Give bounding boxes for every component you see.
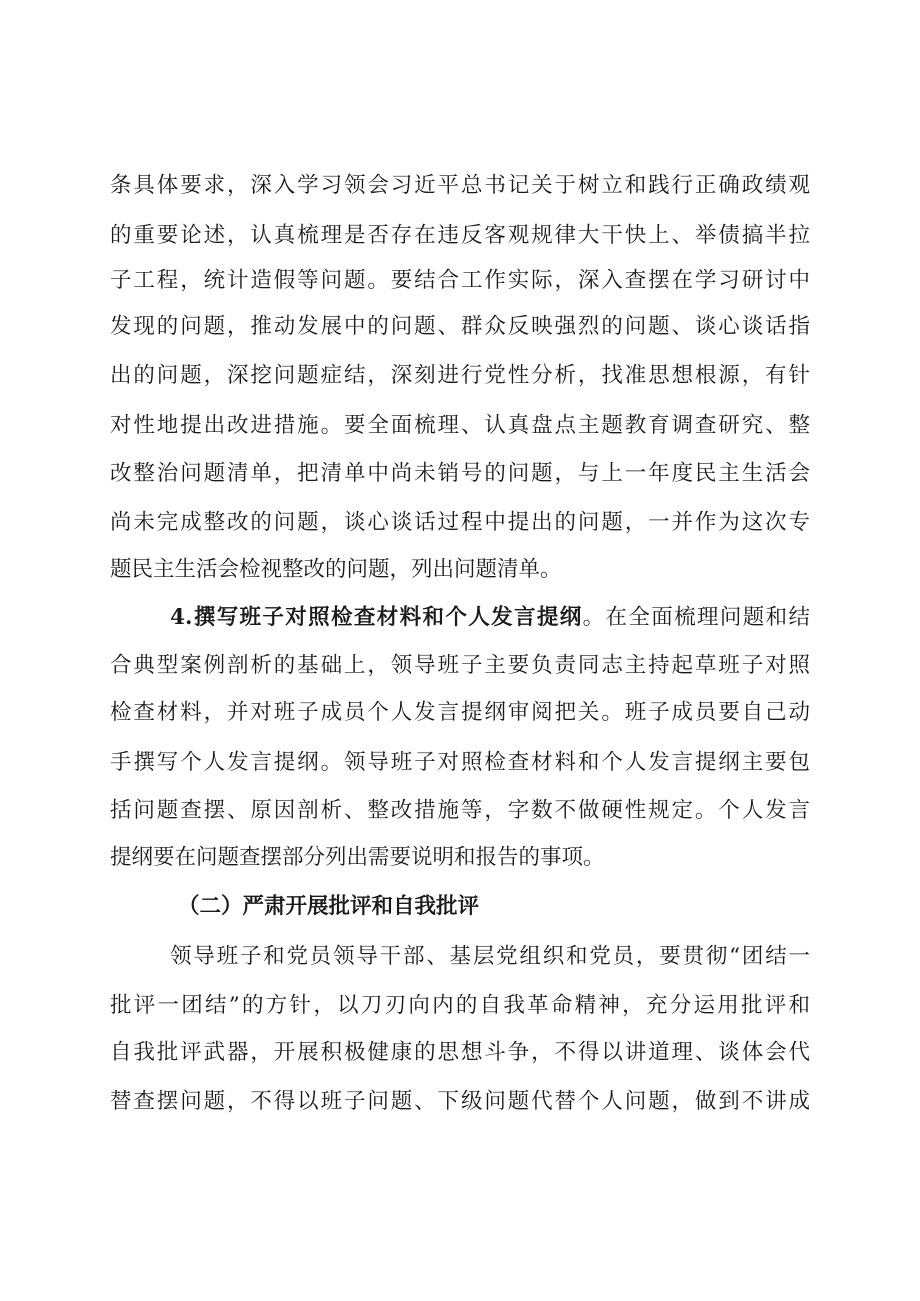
body-text-line: 尚未完成整改的问题，谈心谈话过程中提出的问题，一并作为这次专	[110, 510, 810, 535]
body-text-line: 出的问题，深挖问题症结，深刻进行党性分析，找准思想根源，有针	[110, 363, 810, 388]
body-text-line: 括问题查摆、原因剖析、整改措施等，字数不做硬性规定。个人发言	[110, 798, 810, 823]
section-heading: （二）严肃开展批评和自我批评	[178, 894, 480, 919]
body-text-line: 改整治问题清单，把清单中尚未销号的问题，与上一年度民主生活会	[110, 461, 810, 486]
item-title: 4.撰写班子对照检查材料和个人发言提纲	[170, 605, 583, 630]
body-text-line: 检查材料，并对班子成员个人发言提纲审阅把关。班子成员要自己动	[110, 700, 810, 725]
body-text-line: 提纲要在问题查摆部分列出需要说明和报告的事项。	[110, 845, 605, 870]
body-text-line: 题民主生活会检视整改的问题，列出问题清单。	[110, 557, 562, 582]
body-text-line: 领导班子和党员领导干部、基层党组织和党员，要贯彻“团结一	[170, 944, 810, 969]
body-text-line: 自我批评武器，开展积极健康的思想斗争，不得以讲道理、谈体会代	[110, 1040, 810, 1065]
body-text-line: 替查摆问题，不得以班子问题、下级问题代替个人问题，做到不讲成	[110, 1089, 810, 1114]
item-text: 。在全面梳理问题和结	[582, 605, 810, 630]
body-text-line: 发现的问题，推动发展中的问题、群众反映强烈的问题、谈心谈话指	[110, 314, 810, 339]
body-text-line: 对性地提出改进措施。要全面梳理、认真盘点主题教育调查研究、整	[110, 413, 810, 438]
body-text-line: 合典型案例剖析的基础上，领导班子主要负责同志主持起草班子对照	[110, 653, 810, 678]
body-text-line: 批评一团结”的方针，以刀刃向内的自我革命精神，充分运用批评和	[110, 993, 810, 1018]
numbered-item-line	[170, 603, 810, 633]
body-text-line: 子工程，统计造假等问题。要结合工作实际，深入查摆在学习研讨中	[110, 268, 810, 293]
body-text-line: 手撰写个人发言提纲。领导班子对照检查材料和个人发言提纲主要包	[110, 750, 810, 775]
body-text-line: 条具体要求，深入学习领会习近平总书记关于树立和践行正确政绩观	[110, 173, 810, 198]
body-text-line: 的重要论述，认真梳理是否存在违反客观规律大干快上、举债搞半拉	[110, 223, 810, 248]
